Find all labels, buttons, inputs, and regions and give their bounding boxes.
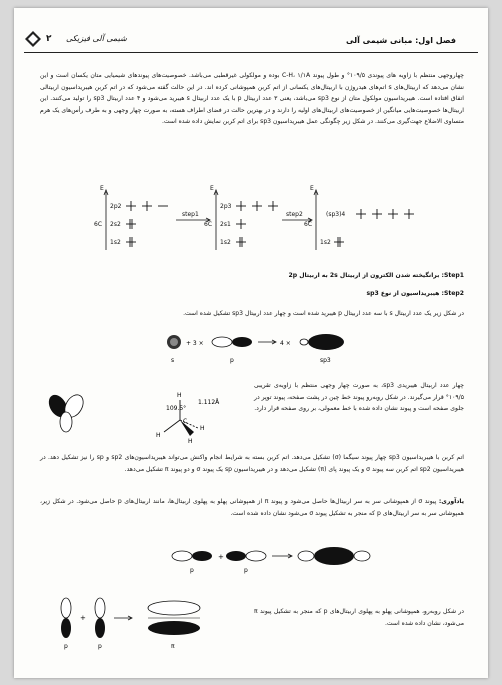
book-title: شیمی آلی فیزیکی [66,34,127,43]
energy-axis-label-3: E [310,185,314,192]
energy-axis-label-2: E [210,185,214,192]
label-p: p [230,357,234,364]
methane-structure-figure [38,380,248,446]
paragraph-sigma-bonds: اتم کربن با هیبریداسیون sp3 چهار پیوند سیگما (σ) تشکیل می‌دهد. اتم کربن بسته به شرایط انجام واکنش می‌تواند هیبریداسیون‌های sp2 و sp را نیز تشکیل دهد. در هیبریداسیون sp2 اتم کربن سه پیوند σ و یک پیوند پای (π) تشکیل می‌دهد و در هیبریداسیون sp یک پیوند σ و دو پیوند π تشکیل می‌دهد. [40,454,464,473]
level-label: 2p2 [110,203,122,210]
reminder-title: یادآوری: [438,498,464,505]
sigma-overlap-figure [164,542,384,576]
atom-c: C [183,418,188,425]
coef-s: + 3 × [186,340,204,347]
document-page [14,8,488,678]
atom-label-3: 6C [304,221,313,228]
atom-h-bottom: H [188,438,193,445]
bond-angle: 109.5° [166,405,187,412]
label-p: p [244,567,248,574]
label-s: s [171,357,175,364]
level-label: 1s2 [320,239,331,246]
hybrid-orbital-figure [164,326,364,368]
level-label: 2s1 [220,221,231,228]
paragraph-pi-bond: در شکل روبه‌رو، همپوشانی پهلو به پهلوی اربیتال‌های p که منجر به تشکیل پیوند π می‌شود، نشان داده شده است. [254,608,465,627]
reminder-block [40,496,464,519]
page-header [24,30,478,58]
header-rule [24,52,478,53]
atom-h-back: H [200,425,205,432]
level-label: 1s2 [220,239,231,246]
atom-label-1: 6C [94,221,103,228]
energy-axis-label: E [100,185,104,192]
bond-length: 1.112Å [198,399,220,406]
atom-h-left: H [156,432,161,439]
energy-level-diagram [94,184,434,254]
level-label: (sp3)4 [326,211,346,218]
label-p: p [190,567,194,574]
label-p: p [64,643,68,650]
label-pi: π [171,643,175,650]
book-logo-icon [24,30,42,48]
paragraph-tetrahedral: چهار عدد اربیتال هیبریدی sp3، به صورت چهار وجهی منتظم با زاویه‌ی تقریبی ۱۰۹/۵° قرار می‌گیرند. در شکل روبه‌رو پیوند خط چین در پشت صفحه، پیوند توپر در جلوی صفحه است و پیوند نشان داده شده با خط معمولی، بر روی صفحه قرار دارد. [254,382,465,413]
step1-label: step1 [182,211,199,218]
chapter-title: فصل اول: مبانی شیمی آلی [345,36,456,45]
plus-sign: + [80,614,86,622]
plus-sign: + [218,553,224,561]
reminder-text: پیوند σ از همپوشانی سر به سر اربیتال‌ها حاصل می‌شود و پیوند π از همپوشانی پهلو به پهلوی اربیتال‌ها، مانند اربیتال‌های p حاصل می‌شود. در شکل زیر، همپوشانی سر به سر اربیتال‌های p که منجر به تشکیل پیوند σ می‌شود نشان داده شده است. [40,498,464,517]
atom-label-2: 6C [204,221,213,228]
pi-overlap-figure [52,586,242,652]
paragraph-intro: چهاروجهی منتظم با زاویه های پیوندی ۱۰۹/۵° و طول پیوند C-H، ۱/۱A بوده و مولکولی غیرقطبی می‌باشد. خصوصیت‌های پیوندهای شیمیایی متان یکسان است و این نشان می‌دهد که اربیتال‌های s اتم‌های هیدروژن با اربیتال‌های یکسانی از اتم کربن همپوشانی کرده اند. در این حالت گفته می‌شود که در اتم کربن هیبریداسیون اربیتالی اتفاق افتاده است. هیبریداسیون مولکول متان از نوع sp3 می‌باشد، یعنی ۳ عدد اربیتال p با یک عدد اربیتال s هیبرید می‌شود و ۴ عدد اربیتال sp3 را تولید می‌کنند. این اربیتال‌ها خصوصیت‌هایی میانگین از خصوصیت‌های اربیتال‌های اولیه را دارند و در بهترین حالت در فضای اطراف هسته، به صورت چهار وجهی و به طرف رأس‌های یک هرم متساوی الاضلاع جهت‌گیری می‌کنند. در شکل زیر چگونگی عمل هیبریداسیون sp3 برای اتم کربن نمایش داده شده است. [40,72,465,126]
atom-h-top: H [177,392,182,399]
step2-description: Step2: هیبریداسیون از نوع sp3 [366,290,464,297]
paragraph-hybrid: در شکل زیر یک عدد اربیتال s با سه عدد اربیتال p هیبرید شده است و چهار عدد اربیتال sp3 تشکیل شده است. [183,310,464,317]
step1-description: Step1: برانگیخته شدن الکترون از اربیتال 2s به اربیتال 2p [288,272,464,279]
label-p: p [98,643,102,650]
level-label: 2p3 [220,203,232,210]
page-number: ۲ [46,34,52,44]
level-label: 1s2 [110,239,121,246]
step2-label: step2 [286,211,303,218]
coef-sp3: 4 × [280,340,291,347]
label-sp3: sp3 [320,357,331,364]
level-label: 2s2 [110,221,121,228]
